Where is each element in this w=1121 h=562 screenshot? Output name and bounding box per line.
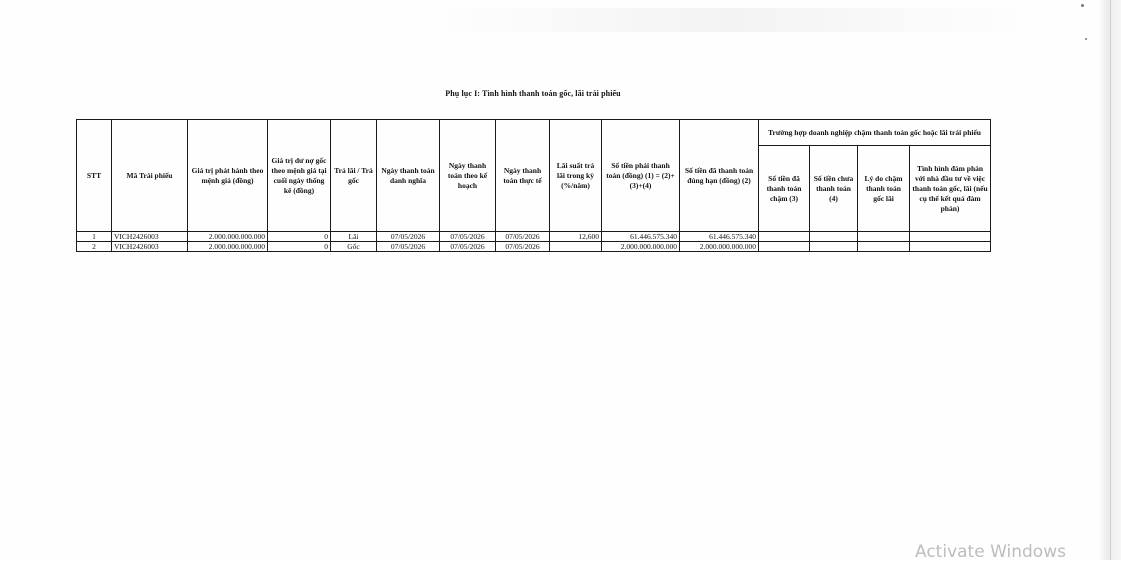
cell-paid-late [759, 242, 810, 252]
header-actual-date: Ngày thanh toán thực tế [496, 120, 550, 232]
scan-speck [1081, 4, 1084, 7]
header-bond-code: Mã Trái phiếu [112, 120, 188, 232]
scan-bleed-through [430, 8, 1030, 32]
cell-planned-date: 07/05/2026 [440, 242, 496, 252]
header-outstanding-principal: Giá trị dư nợ gốc theo mệnh giá tại cuối ngày thống kê (đồng) [268, 120, 331, 232]
cell-outstanding: 0 [268, 242, 331, 252]
cell-paid-on-time: 61.446.575.340 [680, 232, 759, 242]
document-title: Phụ lục I: Tình hình thanh toán gốc, lãi trái phiếu [445, 89, 621, 98]
cell-nominal-date: 07/05/2026 [377, 232, 440, 242]
cell-actual-date: 07/05/2026 [496, 232, 550, 242]
cell-negotiation [910, 232, 991, 242]
bond-payment-table [76, 119, 991, 252]
cell-actual-date: 07/05/2026 [496, 242, 550, 252]
cell-amount-due: 2.000.000.000.000 [602, 242, 680, 252]
header-paid-on-time: Số tiền đã thanh toán đúng hạn (đồng) (2) [680, 120, 759, 232]
header-late-payment-group: Trường hợp doanh nghiệp chậm thanh toán gốc hoặc lãi trái phiếu [759, 120, 991, 146]
cell-interest-rate [550, 242, 602, 252]
scan-speck [1085, 38, 1087, 40]
header-amount-due: Số tiền phải thanh toán (đồng) (1) = (2)+(3)+(4) [602, 120, 680, 232]
table-row [77, 232, 991, 242]
cell-bond-code: VICH2426003 [112, 242, 188, 252]
header-payment-type: Trả lãi / Trả gốc [331, 120, 377, 232]
header-interest-rate: Lãi suất trả lãi trong kỳ (%/năm) [550, 120, 602, 232]
cell-outstanding: 0 [268, 232, 331, 242]
header-nominal-date: Ngày thanh toán danh nghĩa [377, 120, 440, 232]
header-paid-late: Số tiền đã thanh toán chậm (3) [759, 146, 810, 232]
cell-amount-due: 61.446.575.340 [602, 232, 680, 242]
header-stt: STT [77, 120, 112, 232]
cell-stt: 2 [77, 242, 112, 252]
header-negotiation-status: Tình hình đàm phán với nhà đầu tư về việc thanh toán gốc, lãi (nếu cụ thể kết quả đàm phán) [910, 146, 991, 232]
cell-unpaid [810, 232, 858, 242]
cell-payment-type: Lãi [331, 232, 377, 242]
cell-nominal-date: 07/05/2026 [377, 242, 440, 252]
cell-bond-code: VICH2426003 [112, 232, 188, 242]
cell-paid-late [759, 232, 810, 242]
table-row [77, 242, 991, 252]
cell-negotiation [910, 242, 991, 252]
cell-issue-value: 2.000.000.000.000 [188, 232, 268, 242]
cell-unpaid [810, 242, 858, 252]
cell-planned-date: 07/05/2026 [440, 232, 496, 242]
header-delay-reason: Lý do chậm thanh toán gốc lãi [858, 146, 910, 232]
page-edge-line [1110, 0, 1111, 560]
cell-paid-on-time: 2.000.000.000.000 [680, 242, 759, 252]
table-header-row [77, 120, 991, 146]
cell-stt: 1 [77, 232, 112, 242]
cell-issue-value: 2.000.000.000.000 [188, 242, 268, 252]
cell-delay-reason [858, 242, 910, 252]
cell-payment-type: Gốc [331, 242, 377, 252]
header-planned-date: Ngày thanh toán theo kế hoạch [440, 120, 496, 232]
cell-delay-reason [858, 232, 910, 242]
activate-windows-watermark: Activate Windows [915, 542, 1066, 562]
cell-interest-rate: 12,600 [550, 232, 602, 242]
header-unpaid: Số tiền chưa thanh toán (4) [810, 146, 858, 232]
header-issue-value: Giá trị phát hành theo mệnh giá (đồng) [188, 120, 268, 232]
